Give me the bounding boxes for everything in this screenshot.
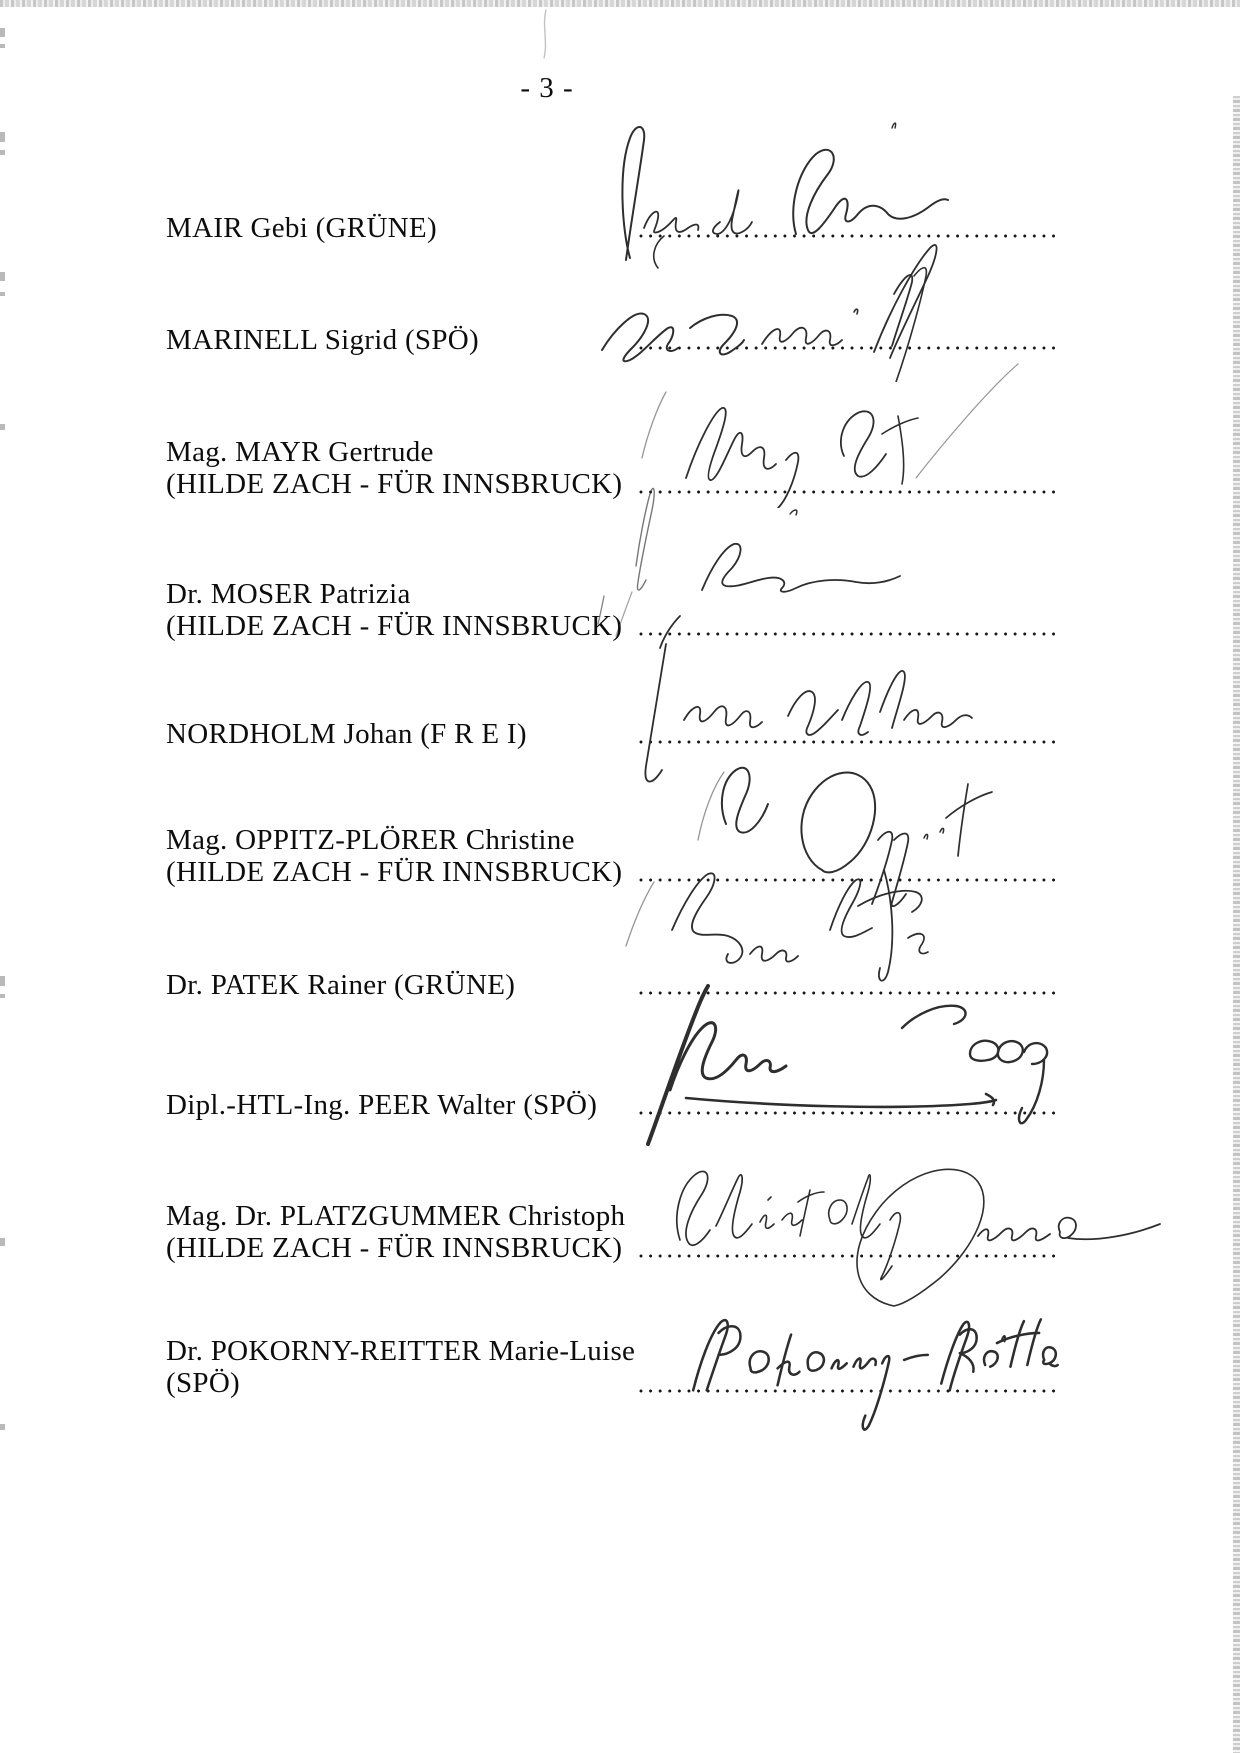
signature-dotted-line — [639, 1254, 1057, 1258]
signatory-name: Dr. MOSER Patrizia (HILDE ZACH - FÜR INNSBRUCK) — [166, 578, 623, 642]
signatory-name: Dr. POKORNY-REITTER Marie-Luise (SPÖ) — [166, 1335, 636, 1399]
signature-marinell — [578, 232, 1078, 382]
signature-dotted-line — [639, 991, 1057, 995]
signature-platzgummer — [582, 1042, 1162, 1312]
signature-peer — [572, 922, 1052, 1152]
signatory-name: NORDHOLM Johan (F R E I) — [166, 718, 527, 750]
signature-patek — [592, 812, 932, 1012]
signature-mayr — [600, 358, 1030, 508]
signature-dotted-line — [639, 490, 1057, 494]
scan-mark-top-center — [520, 6, 580, 66]
signature-pokorny-reitter — [620, 1311, 1060, 1446]
signatory-name: Mag. MAYR Gertrude (HILDE ZACH - FÜR INNSBRUCK) — [166, 436, 623, 500]
signatory-name: MAIR Gebi (GRÜNE) — [166, 212, 437, 244]
signature-dotted-line — [639, 740, 1057, 744]
signature-dotted-line — [639, 346, 1057, 350]
signatory-name: Mag. OPPITZ-PLÖRER Christine (HILDE ZACH - FÜR INNSBRUCK) — [166, 824, 623, 888]
scan-noise-top-edge — [0, 0, 1240, 7]
signatory-name: Dipl.-HTL-Ing. PEER Walter (SPÖ) — [166, 1089, 598, 1121]
page-number: - 3 - — [520, 72, 574, 104]
signature-dotted-line — [639, 234, 1057, 238]
signature-dotted-line — [639, 1389, 1057, 1393]
signature-moser — [582, 472, 962, 652]
signatory-name: Dr. PATEK Rainer (GRÜNE) — [166, 969, 516, 1001]
scan-noise-right-edge — [1233, 96, 1240, 1753]
signature-dotted-line — [639, 632, 1057, 636]
signature-nordholm — [588, 582, 988, 802]
signatory-name: Mag. Dr. PLATZGUMMER Christoph (HILDE ZACH - FÜR INNSBRUCK) — [166, 1200, 626, 1264]
signatory-name: MARINELL Sigrid (SPÖ) — [166, 324, 479, 356]
signature-mair — [600, 112, 960, 262]
signature-dotted-line — [639, 878, 1057, 882]
signature-dotted-line — [639, 1111, 1057, 1115]
